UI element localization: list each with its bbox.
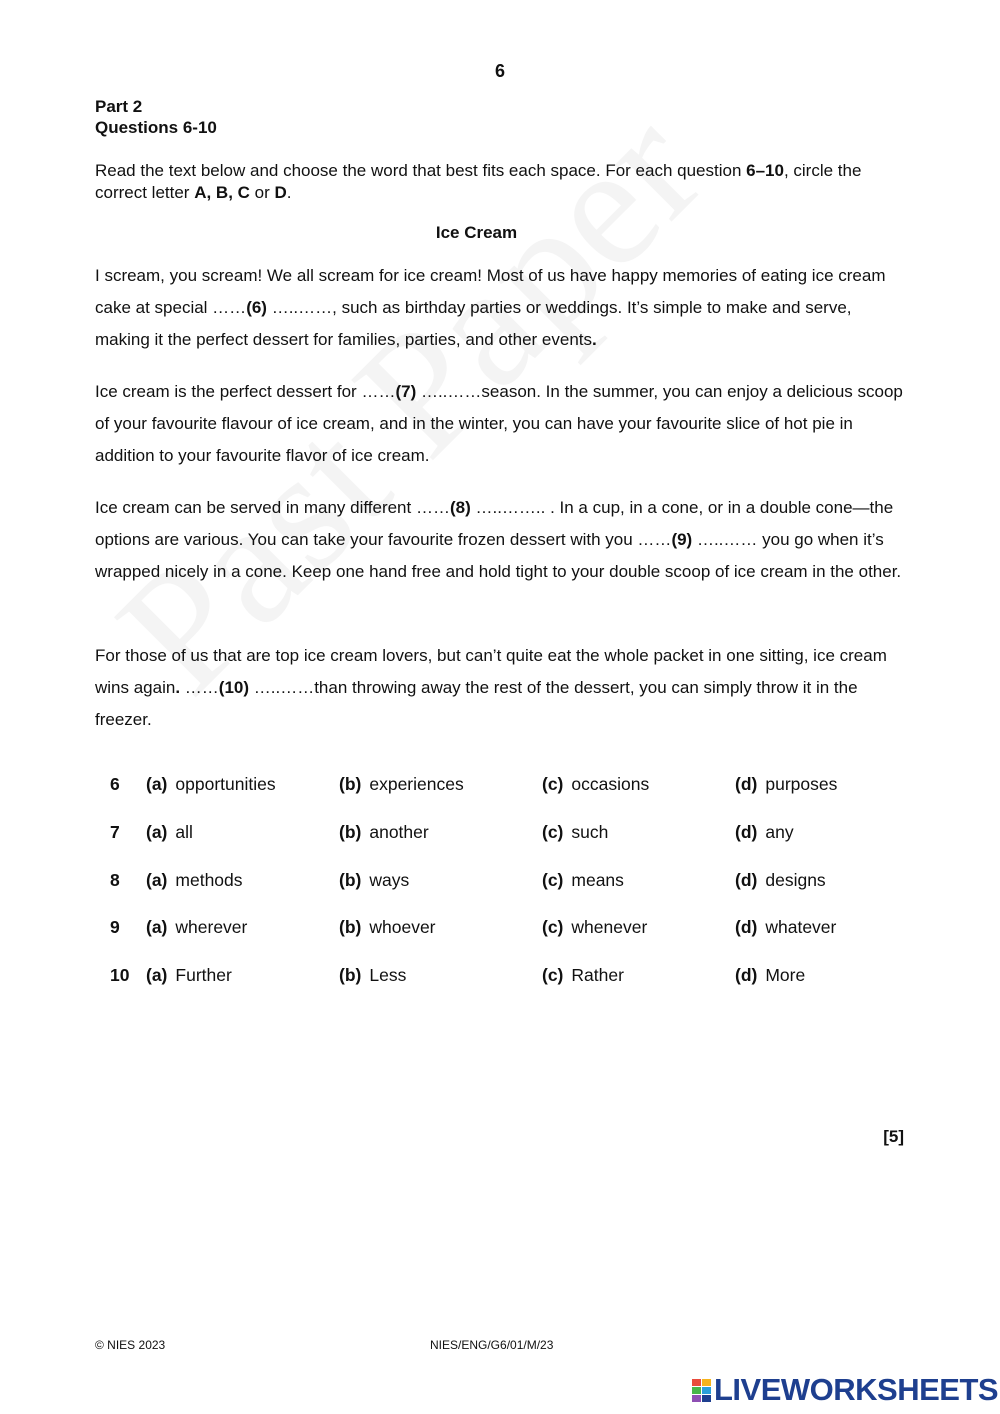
option-text: means <box>571 870 624 890</box>
page-number: 6 <box>494 61 505 81</box>
option-text: experiences <box>369 774 464 794</box>
instructions-text: . <box>286 183 292 202</box>
logo-square <box>692 1387 701 1394</box>
logo-square <box>692 1379 701 1386</box>
option-c[interactable] <box>542 965 624 986</box>
logo-square <box>702 1387 711 1394</box>
option-text: wherever <box>175 917 248 937</box>
question-number: 7 <box>110 822 120 842</box>
section-heading <box>95 96 217 138</box>
gap-number: (8) <box>449 498 471 517</box>
passage-text: …..…… you go when it’s wrapped nicely in a cone. Keep one hand free and hold tight to your double scoop of ice cream in the other. <box>95 530 902 581</box>
gap-number: (10) <box>218 678 250 697</box>
option-letter: (b) <box>339 774 362 794</box>
instructions <box>95 160 915 204</box>
option-letter: (a) <box>146 965 168 985</box>
option-a[interactable] <box>146 774 276 795</box>
passage-text: . <box>592 330 597 349</box>
option-d[interactable] <box>735 822 794 843</box>
gap-number: (6) <box>246 298 267 317</box>
option-letter: (c) <box>542 774 564 794</box>
passage-text: . <box>175 678 181 697</box>
option-text: occasions <box>571 774 650 794</box>
option-c[interactable] <box>542 870 624 891</box>
option-c[interactable] <box>542 917 647 938</box>
liveworksheets-logo-icon <box>692 1379 711 1402</box>
instructions-text: Read the text below and choose the word that best fits each space. For each question <box>95 161 747 180</box>
instructions-bold: D <box>274 183 287 202</box>
option-d[interactable] <box>735 774 837 795</box>
paragraph-3 <box>95 492 910 588</box>
option-text: all <box>175 822 193 842</box>
option-letter: (b) <box>339 965 362 985</box>
option-text: methods <box>175 870 243 890</box>
passage-text: …… <box>180 678 219 697</box>
option-a[interactable] <box>146 870 243 891</box>
option-letter: (d) <box>735 917 758 937</box>
option-letter: (b) <box>339 870 362 890</box>
option-a[interactable] <box>146 822 193 843</box>
logo-square <box>702 1379 711 1386</box>
option-letter: (b) <box>339 822 362 842</box>
option-text: Rather <box>571 965 624 985</box>
option-c[interactable] <box>542 822 608 843</box>
option-b[interactable] <box>339 917 436 938</box>
option-text: such <box>571 822 609 842</box>
option-b[interactable] <box>339 870 409 891</box>
option-text: Further <box>175 965 232 985</box>
option-text: opportunities <box>175 774 276 794</box>
option-letter: (c) <box>542 965 564 985</box>
logo-square <box>692 1395 701 1402</box>
option-letter: (d) <box>735 965 758 985</box>
footer-code: NIES/ENG/G6/01/M/23 <box>430 1338 554 1352</box>
instructions-bold: 6–10 <box>746 161 784 180</box>
option-text: More <box>765 965 806 985</box>
passage-text: Ice cream is the perfect dessert for …… <box>95 382 396 401</box>
part-label: Part 2 <box>95 97 143 116</box>
option-letter: (b) <box>339 917 362 937</box>
option-text: whoever <box>369 917 436 937</box>
option-b[interactable] <box>339 822 429 843</box>
passage-text: …..…….. . In a cup, in a cone, or in a double cone—the options are various. You can take your favourite frozen dessert with you …… <box>95 498 894 549</box>
option-letter: (c) <box>542 917 564 937</box>
logo-square <box>702 1395 711 1402</box>
option-text: ways <box>369 870 410 890</box>
instructions-bold: A, B, C <box>194 183 250 202</box>
question-number: 9 <box>110 917 120 937</box>
passage-text: …..……than throwing away the rest of the dessert, you can simply throw it in the freezer. <box>95 678 858 729</box>
paragraph-2 <box>95 376 910 472</box>
option-letter: (a) <box>146 822 168 842</box>
option-b[interactable] <box>339 965 406 986</box>
questions-range: Questions 6-10 <box>95 118 217 137</box>
question-number: 10 <box>110 965 130 985</box>
passage-text: I scream, you scream! We all scream for ice cream! Most of us have happy memories of eating ice cream cake at special …… <box>95 266 886 317</box>
option-letter: (a) <box>146 774 168 794</box>
question-number: 8 <box>110 870 120 890</box>
option-d[interactable] <box>735 870 826 891</box>
brand-logo <box>692 1372 998 1408</box>
option-text: designs <box>765 870 826 890</box>
question-number: 6 <box>110 774 120 794</box>
paragraph-1 <box>95 260 910 356</box>
option-d[interactable] <box>735 917 836 938</box>
instructions-text: or <box>249 183 275 202</box>
option-text: any <box>765 822 794 842</box>
option-letter: (a) <box>146 870 168 890</box>
footer-copyright: © NIES 2023 <box>95 1338 166 1352</box>
option-letter: (c) <box>542 822 564 842</box>
option-a[interactable] <box>146 965 232 986</box>
marks-total: [5] <box>883 1127 904 1146</box>
option-letter: (d) <box>735 870 758 890</box>
option-b[interactable] <box>339 774 464 795</box>
passage-text: …..……, such as birthday parties or weddings. It’s simple to make and serve, making it the perfect dessert for families, parties, and other events <box>95 298 852 349</box>
option-letter: (c) <box>542 870 564 890</box>
option-letter: (d) <box>735 774 758 794</box>
passage-text: …..……season. In the summer, you can enjoy a delicious scoop of your favourite flavour of ice cream, and in the winter, you can have your favourite slice of hot pie in addition to your favourite flavor of ice cream. <box>95 382 903 465</box>
option-letter: (a) <box>146 917 168 937</box>
option-d[interactable] <box>735 965 805 986</box>
option-c[interactable] <box>542 774 649 795</box>
passage-title: Ice Cream <box>435 223 518 242</box>
option-text: whatever <box>765 917 837 937</box>
option-text: another <box>369 822 429 842</box>
option-letter: (d) <box>735 822 758 842</box>
gap-number: (9) <box>671 530 693 549</box>
brand-name: LIVEWORKSHEETS <box>714 1372 999 1407</box>
option-text: whenever <box>571 917 648 937</box>
gap-number: (7) <box>395 382 417 401</box>
passage-text: Ice cream can be served in many different …… <box>95 498 450 517</box>
passage-text: For those of us that are top ice cream lovers, but can’t quite eat the whole packet in one sitting, ice cream wins again <box>95 646 887 697</box>
option-text: purposes <box>765 774 838 794</box>
paragraph-4 <box>95 640 910 736</box>
option-text: Less <box>369 965 407 985</box>
instructions-text: , circle the correct letter <box>95 161 862 202</box>
option-a[interactable] <box>146 917 247 938</box>
